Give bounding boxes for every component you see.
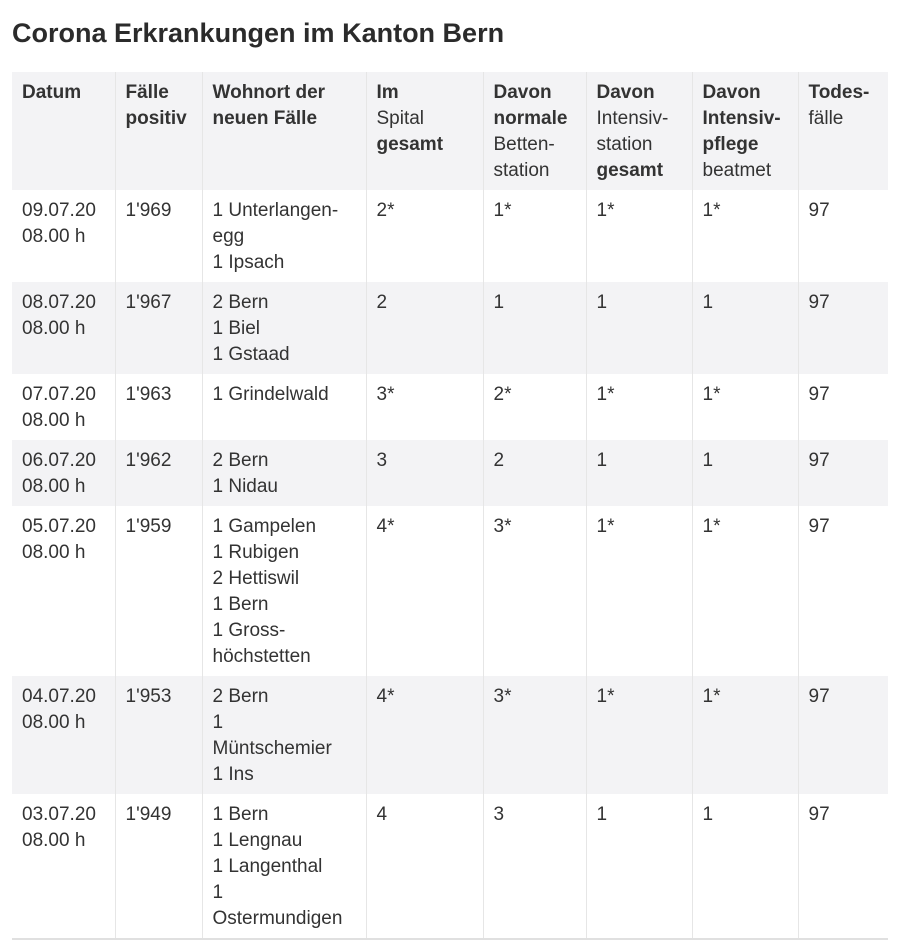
cell-faelle [115,440,202,506]
column-header-tod [798,72,888,190]
cell-value: 2* [493,384,512,405]
table-row [12,374,888,440]
cell-line: 1 Unterlangen- [212,200,339,221]
cell-line: egg [212,226,245,247]
cell-intensiv [586,676,692,794]
cell-value: 4* [376,686,395,707]
cell-spital [366,794,483,939]
cell-line: 1 Ipsach [212,252,285,273]
cell-value: 3 [376,450,388,471]
cell-line: 08.00 h [22,830,86,851]
column-header-normal [483,72,586,190]
column-header-text: beatmet [702,160,772,181]
cell-line: 1 Lengnau [212,830,303,851]
cell-faelle [115,374,202,440]
table-row [12,506,888,676]
cell-intensiv [586,440,692,506]
cell-faelle [115,794,202,939]
cell-intensiv [586,374,692,440]
cell-wohnort [202,374,366,440]
cell-line: 08.00 h [22,318,86,339]
cell-line: 07.07.20 [22,384,96,405]
cell-value: 1 [702,804,714,825]
cell-value: 1 [702,292,714,313]
cell-line: 2 Hettiswil [212,568,300,589]
column-header-text: positiv [125,108,187,129]
cell-line: 04.07.20 [22,686,96,707]
cell-beatmet [692,190,798,282]
column-header-text: Intensiv- [596,108,669,129]
table-header-row [12,72,888,190]
column-header-text: gesamt [596,160,664,181]
cell-line: 05.07.20 [22,516,96,537]
cell-beatmet [692,282,798,374]
table-row [12,794,888,939]
cell-value: 1'962 [125,450,172,471]
cell-value: 1'967 [125,292,172,313]
cell-faelle [115,282,202,374]
cell-value: 1* [702,384,721,405]
cell-line: 1 Biel [212,318,261,339]
cell-intensiv [586,282,692,374]
cell-intensiv [586,794,692,939]
cell-faelle [115,190,202,282]
column-header-spital [366,72,483,190]
page-title: Corona Erkrankungen im Kanton Bern [12,18,505,48]
cell-normal [483,506,586,676]
cell-line: 08.00 h [22,226,86,247]
cell-line: höchstetten [212,646,311,667]
cell-wohnort [202,676,366,794]
cell-line: 1 Ins [212,764,254,785]
cell-line: 09.07.20 [22,200,96,221]
cell-line: 2 Bern [212,292,269,313]
cell-line: Müntschemier [212,738,332,759]
cell-tod [798,794,888,939]
cell-line: 1 Bern [212,594,269,615]
cell-line: 1 Rubigen [212,542,300,563]
cell-value: 3 [493,804,505,825]
cell-wohnort [202,282,366,374]
cell-line: 08.00 h [22,476,86,497]
cell-value: 97 [808,292,830,313]
cell-tod [798,282,888,374]
cell-datum [12,440,115,506]
cell-value: 1 [493,292,505,313]
cell-line: 1 [212,712,224,733]
cell-line: 03.07.20 [22,804,96,825]
cell-value: 1'959 [125,516,172,537]
cell-wohnort [202,440,366,506]
cell-beatmet [692,506,798,676]
table-row [12,440,888,506]
cell-normal [483,794,586,939]
cell-value: 1'963 [125,384,172,405]
column-header-text: pflege [702,134,759,155]
column-header-text: Davon [702,82,761,103]
cell-line: 08.07.20 [22,292,96,313]
cell-beatmet [692,794,798,939]
cell-tod [798,506,888,676]
cell-line: 08.00 h [22,542,86,563]
cell-value: 97 [808,804,830,825]
cell-faelle [115,676,202,794]
cell-value: 97 [808,686,830,707]
cell-beatmet [692,676,798,794]
column-header-beatmet [692,72,798,190]
cell-tod [798,374,888,440]
table-row [12,282,888,374]
cell-wohnort [202,506,366,676]
cell-value: 1* [702,686,721,707]
cell-value: 1'953 [125,686,172,707]
cell-beatmet [692,374,798,440]
cell-spital [366,440,483,506]
cell-line: 2 Bern [212,686,269,707]
cell-value: 97 [808,384,830,405]
cell-wohnort [202,794,366,939]
cell-spital [366,282,483,374]
cell-value: 1* [702,516,721,537]
cell-normal [483,676,586,794]
cell-line: 06.07.20 [22,450,96,471]
column-header-datum [12,72,115,190]
cell-spital [366,506,483,676]
table-body [12,190,888,939]
cell-line: 08.00 h [22,712,86,733]
cell-value: 2* [376,200,395,221]
column-header-text: Im [376,82,399,103]
cell-line: 1 Gross- [212,620,286,641]
cell-normal [483,190,586,282]
cell-wohnort [202,190,366,282]
cell-line: 1 Gampelen [212,516,317,537]
cell-line: 1 Nidau [212,476,278,497]
cell-value: 3* [493,516,512,537]
column-header-text: neuen Fälle [212,108,318,129]
column-header-text: gesamt [376,134,444,155]
cell-tod [798,190,888,282]
table-row [12,190,888,282]
cell-line: 1 Langenthal [212,856,323,877]
cell-value: 1'949 [125,804,172,825]
column-header-faelle [115,72,202,190]
table-row [12,676,888,794]
cell-value: 1 [702,450,714,471]
cell-datum [12,190,115,282]
cell-beatmet [692,440,798,506]
cell-spital [366,676,483,794]
column-header-text: Fälle [125,82,169,103]
column-header-text: fälle [808,108,844,129]
cell-line: 08.00 h [22,410,86,431]
cell-tod [798,440,888,506]
cell-value: 1'969 [125,200,172,221]
column-header-text: Betten- [493,134,555,155]
cell-datum [12,506,115,676]
cell-value: 1* [596,686,615,707]
cases-table [12,72,888,940]
cell-spital [366,190,483,282]
column-header-text: normale [493,108,568,129]
cell-value: 2 [493,450,505,471]
cell-datum [12,282,115,374]
cell-line: 1 Grindelwald [212,384,329,405]
column-header-text: Davon [493,82,552,103]
cell-value: 1 [596,804,608,825]
column-header-text: Spital [376,108,425,129]
column-header-intensiv [586,72,692,190]
column-header-text: Davon [596,82,655,103]
column-header-text: Datum [22,82,82,103]
cell-value: 2 [376,292,388,313]
cell-datum [12,794,115,939]
cell-value: 97 [808,200,830,221]
cell-line: Ostermundigen [212,908,343,929]
column-header-text: Intensiv- [702,108,781,129]
cell-normal [483,374,586,440]
column-header-text: Wohnort der [212,82,326,103]
cell-intensiv [586,506,692,676]
cell-line: 2 Bern [212,450,269,471]
column-header-text: station [493,160,550,181]
cell-value: 1* [596,200,615,221]
cell-value: 97 [808,516,830,537]
cell-value: 1* [596,516,615,537]
cell-faelle [115,506,202,676]
cell-normal [483,282,586,374]
cell-line: 1 [212,882,224,903]
cell-value: 3* [493,686,512,707]
cell-value: 1* [596,384,615,405]
cell-datum [12,374,115,440]
cell-value: 1 [596,292,608,313]
column-header-wohnort [202,72,366,190]
cell-value: 4* [376,516,395,537]
cell-value: 4 [376,804,388,825]
cell-value: 1 [596,450,608,471]
cell-normal [483,440,586,506]
cell-intensiv [586,190,692,282]
cell-line: 1 Bern [212,804,269,825]
column-header-text: station [596,134,653,155]
cell-tod [798,676,888,794]
cell-line: 1 Gstaad [212,344,290,365]
cell-spital [366,374,483,440]
cell-datum [12,676,115,794]
cell-value: 97 [808,450,830,471]
cell-value: 1* [702,200,721,221]
cell-value: 3* [376,384,395,405]
column-header-text: Todes- [808,82,870,103]
cell-value: 1* [493,200,512,221]
